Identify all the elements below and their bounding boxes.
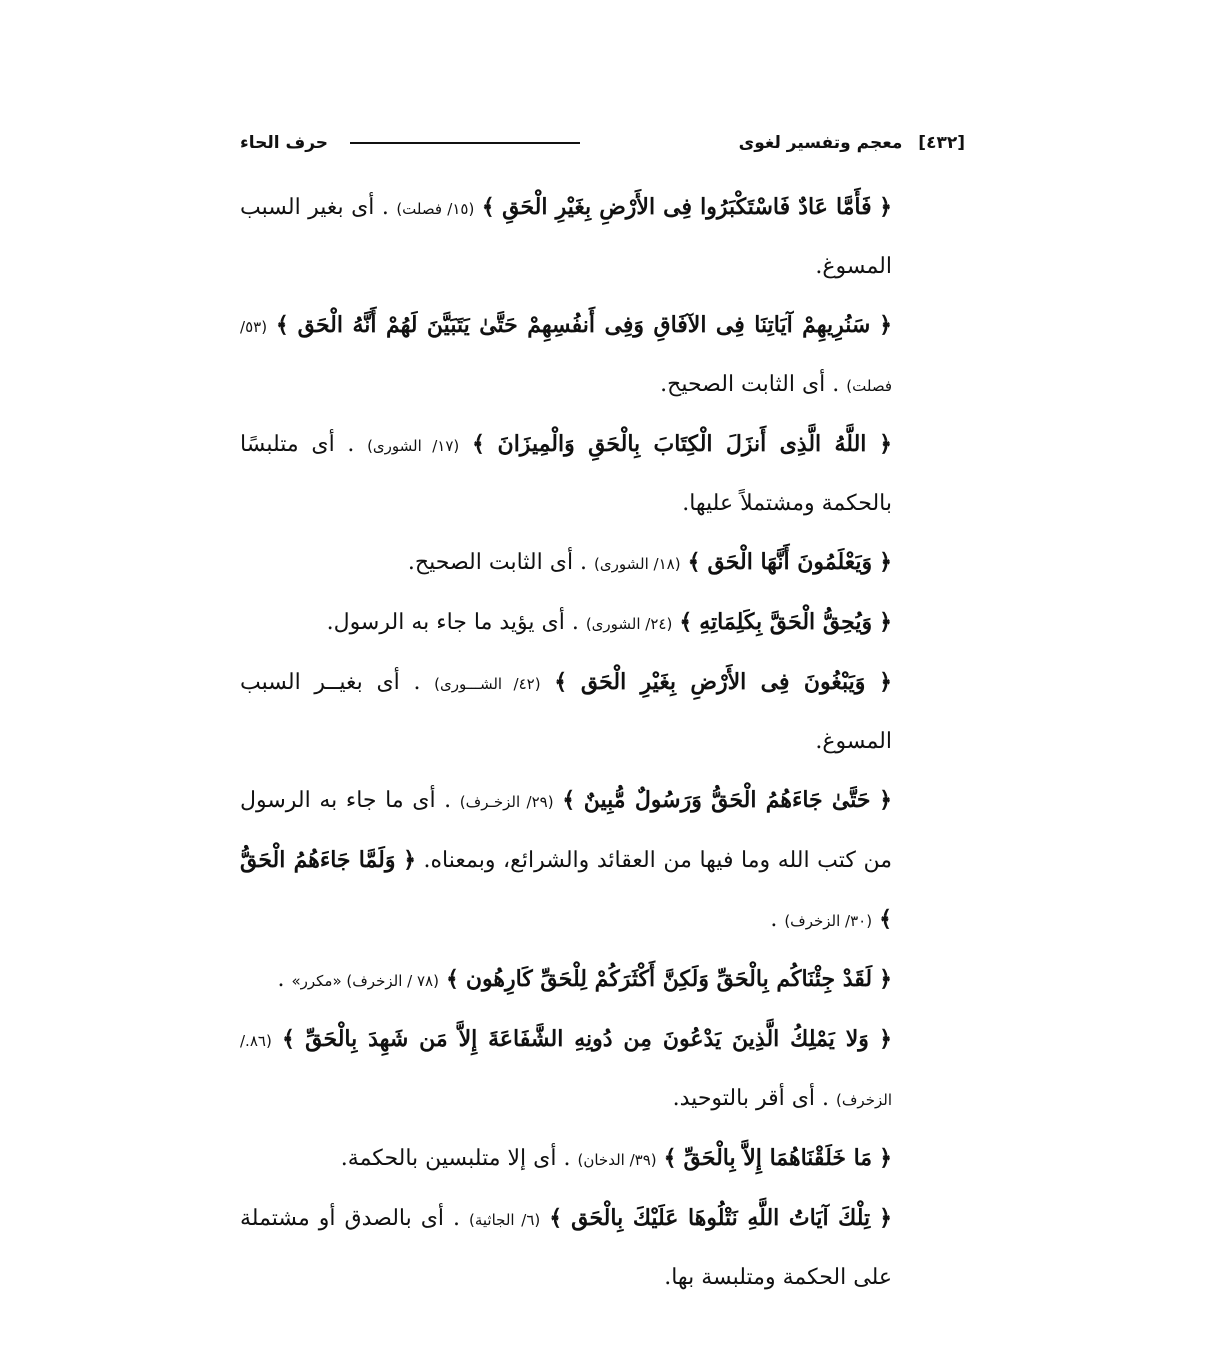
bracket-open: ﴿ bbox=[879, 966, 892, 992]
verse: وَيَبْغُونَ فِى الأَرْضِ بِغَيْرِ الْحَق bbox=[580, 669, 866, 695]
bracket-close: ﴾ bbox=[275, 312, 289, 338]
verse: تِلْكَ آيَاتُ اللَّهِ نَتْلُوهَا عَلَيْكَ بِالْحَق bbox=[571, 1205, 871, 1231]
entry bbox=[240, 1129, 962, 1189]
bracket-close: ﴾ bbox=[663, 1145, 677, 1171]
reference: (٧٨ / الزخرف) «مكرر» bbox=[291, 972, 439, 990]
bracket-close: ﴾ bbox=[879, 906, 892, 932]
reference: (٨٦./ الزخرف) bbox=[240, 1032, 892, 1109]
bracket-close: ﴾ bbox=[471, 431, 485, 457]
gloss: . أى أقر بالتوحيد. bbox=[672, 1086, 830, 1111]
entry bbox=[240, 950, 962, 1010]
reference: (٢٤/ الشورى) bbox=[585, 615, 673, 633]
bracket-open: ﴿ bbox=[879, 1026, 893, 1052]
entry bbox=[240, 1189, 962, 1307]
reference: (١٨/ الشورى) bbox=[594, 555, 681, 573]
bracket-close: ﴾ bbox=[554, 669, 568, 695]
bracket-close: ﴾ bbox=[282, 1026, 295, 1052]
header-rule bbox=[350, 142, 580, 144]
bracket-open: ﴿ bbox=[879, 194, 892, 220]
gloss: . أى بالصدق أو مشتملة على الحكمة ومتلبسة بها. bbox=[240, 1206, 892, 1290]
bracket-open: ﴿ bbox=[879, 431, 892, 457]
gloss: . أى الثابت الصحيح. bbox=[660, 372, 840, 397]
bracket-open: ﴿ bbox=[403, 847, 416, 873]
entry bbox=[240, 771, 962, 950]
page-number: [٤٣٢] bbox=[918, 133, 965, 153]
entries-body bbox=[240, 178, 962, 1307]
entry bbox=[240, 415, 962, 533]
gloss: . bbox=[770, 907, 778, 932]
reference: (١٧/ الشورى) bbox=[367, 437, 460, 455]
entry bbox=[240, 593, 962, 653]
bracket-open: ﴿ bbox=[879, 609, 892, 635]
header-right bbox=[739, 133, 965, 153]
bracket-open: ﴿ bbox=[879, 1205, 892, 1231]
bracket-open: ﴿ bbox=[879, 669, 892, 695]
entry bbox=[240, 296, 962, 415]
bracket-open: ﴿ bbox=[879, 312, 892, 338]
header-left bbox=[240, 133, 602, 153]
entry bbox=[240, 178, 962, 296]
section-title: حرف الحاء bbox=[240, 133, 329, 153]
verse: سَنُرِيهِمْ آيَاتِنَا فِى الآفَاقِ وَفِى أَنفُسِهِمْ حَتَّىٰ يَتَبَيَّنَ لَهُمْ أَنَّهُ الْحَق bbox=[297, 312, 871, 338]
reference: (٦/ الجاثية) bbox=[468, 1211, 541, 1229]
bracket-close: ﴾ bbox=[562, 787, 576, 813]
reference: (٣٩/ الدخان) bbox=[577, 1151, 657, 1169]
bracket-close: ﴾ bbox=[687, 549, 701, 575]
gloss: . أى بغيــر السبب المسوغ. bbox=[240, 670, 892, 754]
verse: اللَّهُ الَّذِى أَنزَلَ الْكِتَابَ بِالْحَقِ وَالْمِيزَانَ bbox=[497, 431, 867, 457]
gloss: . أى متلبسًا بالحكمة ومشتملاً عليها. bbox=[240, 432, 892, 516]
book-title: معجم وتفسير لغوى bbox=[738, 133, 903, 153]
verse: وَلا يَمْلِكُ الَّذِينَ يَدْعُونَ مِن دُونِهِ الشَّفَاعَةَ إِلاَّ مَن شَهِدَ بِالْحَقِّ bbox=[305, 1026, 869, 1052]
reference: (٣٠/ الزخرف) bbox=[784, 912, 873, 930]
bracket-close: ﴾ bbox=[481, 194, 495, 220]
bracket-open: ﴿ bbox=[879, 549, 892, 575]
gloss: . bbox=[277, 967, 285, 992]
verse: وَيَعْلَمُونَ أَنَّهَا الْحَق bbox=[707, 549, 873, 575]
bracket-close: ﴾ bbox=[679, 609, 693, 635]
gloss: . أى إلا متلبسين بالحكمة. bbox=[340, 1146, 571, 1171]
gloss: . أى ما جاء به الرسول من كتب الله وما فيها من العقائد والشرائع، وبمعناه. bbox=[240, 788, 892, 873]
verse: فَأَمَّا عَادٌ فَاسْتَكْبَرُوا فِى الأَرْضِ بِغَيْرِ الْحَقِ bbox=[502, 194, 872, 220]
bracket-close: ﴾ bbox=[549, 1205, 563, 1231]
entry bbox=[240, 1010, 962, 1129]
bracket-close: ﴾ bbox=[445, 966, 459, 992]
reference: (٤٢/ الشـــورى) bbox=[434, 675, 541, 693]
verse: وَيُحِقُّ الْحَقَّ بِكَلِمَاتِهِ bbox=[699, 609, 873, 635]
verse: لَقَدْ جِئْنَاكُم بِالْحَقِّ وَلَكِنَّ أَكْثَرَكُمْ لِلْحَقِّ كَارِهُون bbox=[465, 966, 873, 992]
verse: وَلَمَّا جَاءَهُمُ الْحَقُّ bbox=[240, 847, 396, 873]
bracket-open: ﴿ bbox=[879, 787, 893, 813]
entry bbox=[240, 653, 962, 771]
gloss: . أى بغير السبب المسوغ. bbox=[240, 195, 892, 279]
reference: (٥٣/ فصلت) bbox=[240, 318, 892, 395]
reference: (٢٩/ الزخـرف) bbox=[459, 793, 554, 811]
reference: (١٥/ فصلت) bbox=[396, 200, 475, 218]
gloss: . أى الثابت الصحيح. bbox=[407, 550, 588, 575]
gloss: . أى يؤيد ما جاء به الرسول. bbox=[326, 610, 579, 635]
entry bbox=[240, 533, 962, 593]
verse: حَتَّىٰ جَاءَهُمُ الْحَقُّ وَرَسُولٌ مُّبِينٌ bbox=[583, 787, 871, 813]
verse: مَا خَلَقْنَاهُمَا إِلاَّ بِالْحَقِّ bbox=[683, 1145, 873, 1171]
bracket-open: ﴿ bbox=[879, 1145, 892, 1171]
page-header bbox=[240, 126, 965, 160]
